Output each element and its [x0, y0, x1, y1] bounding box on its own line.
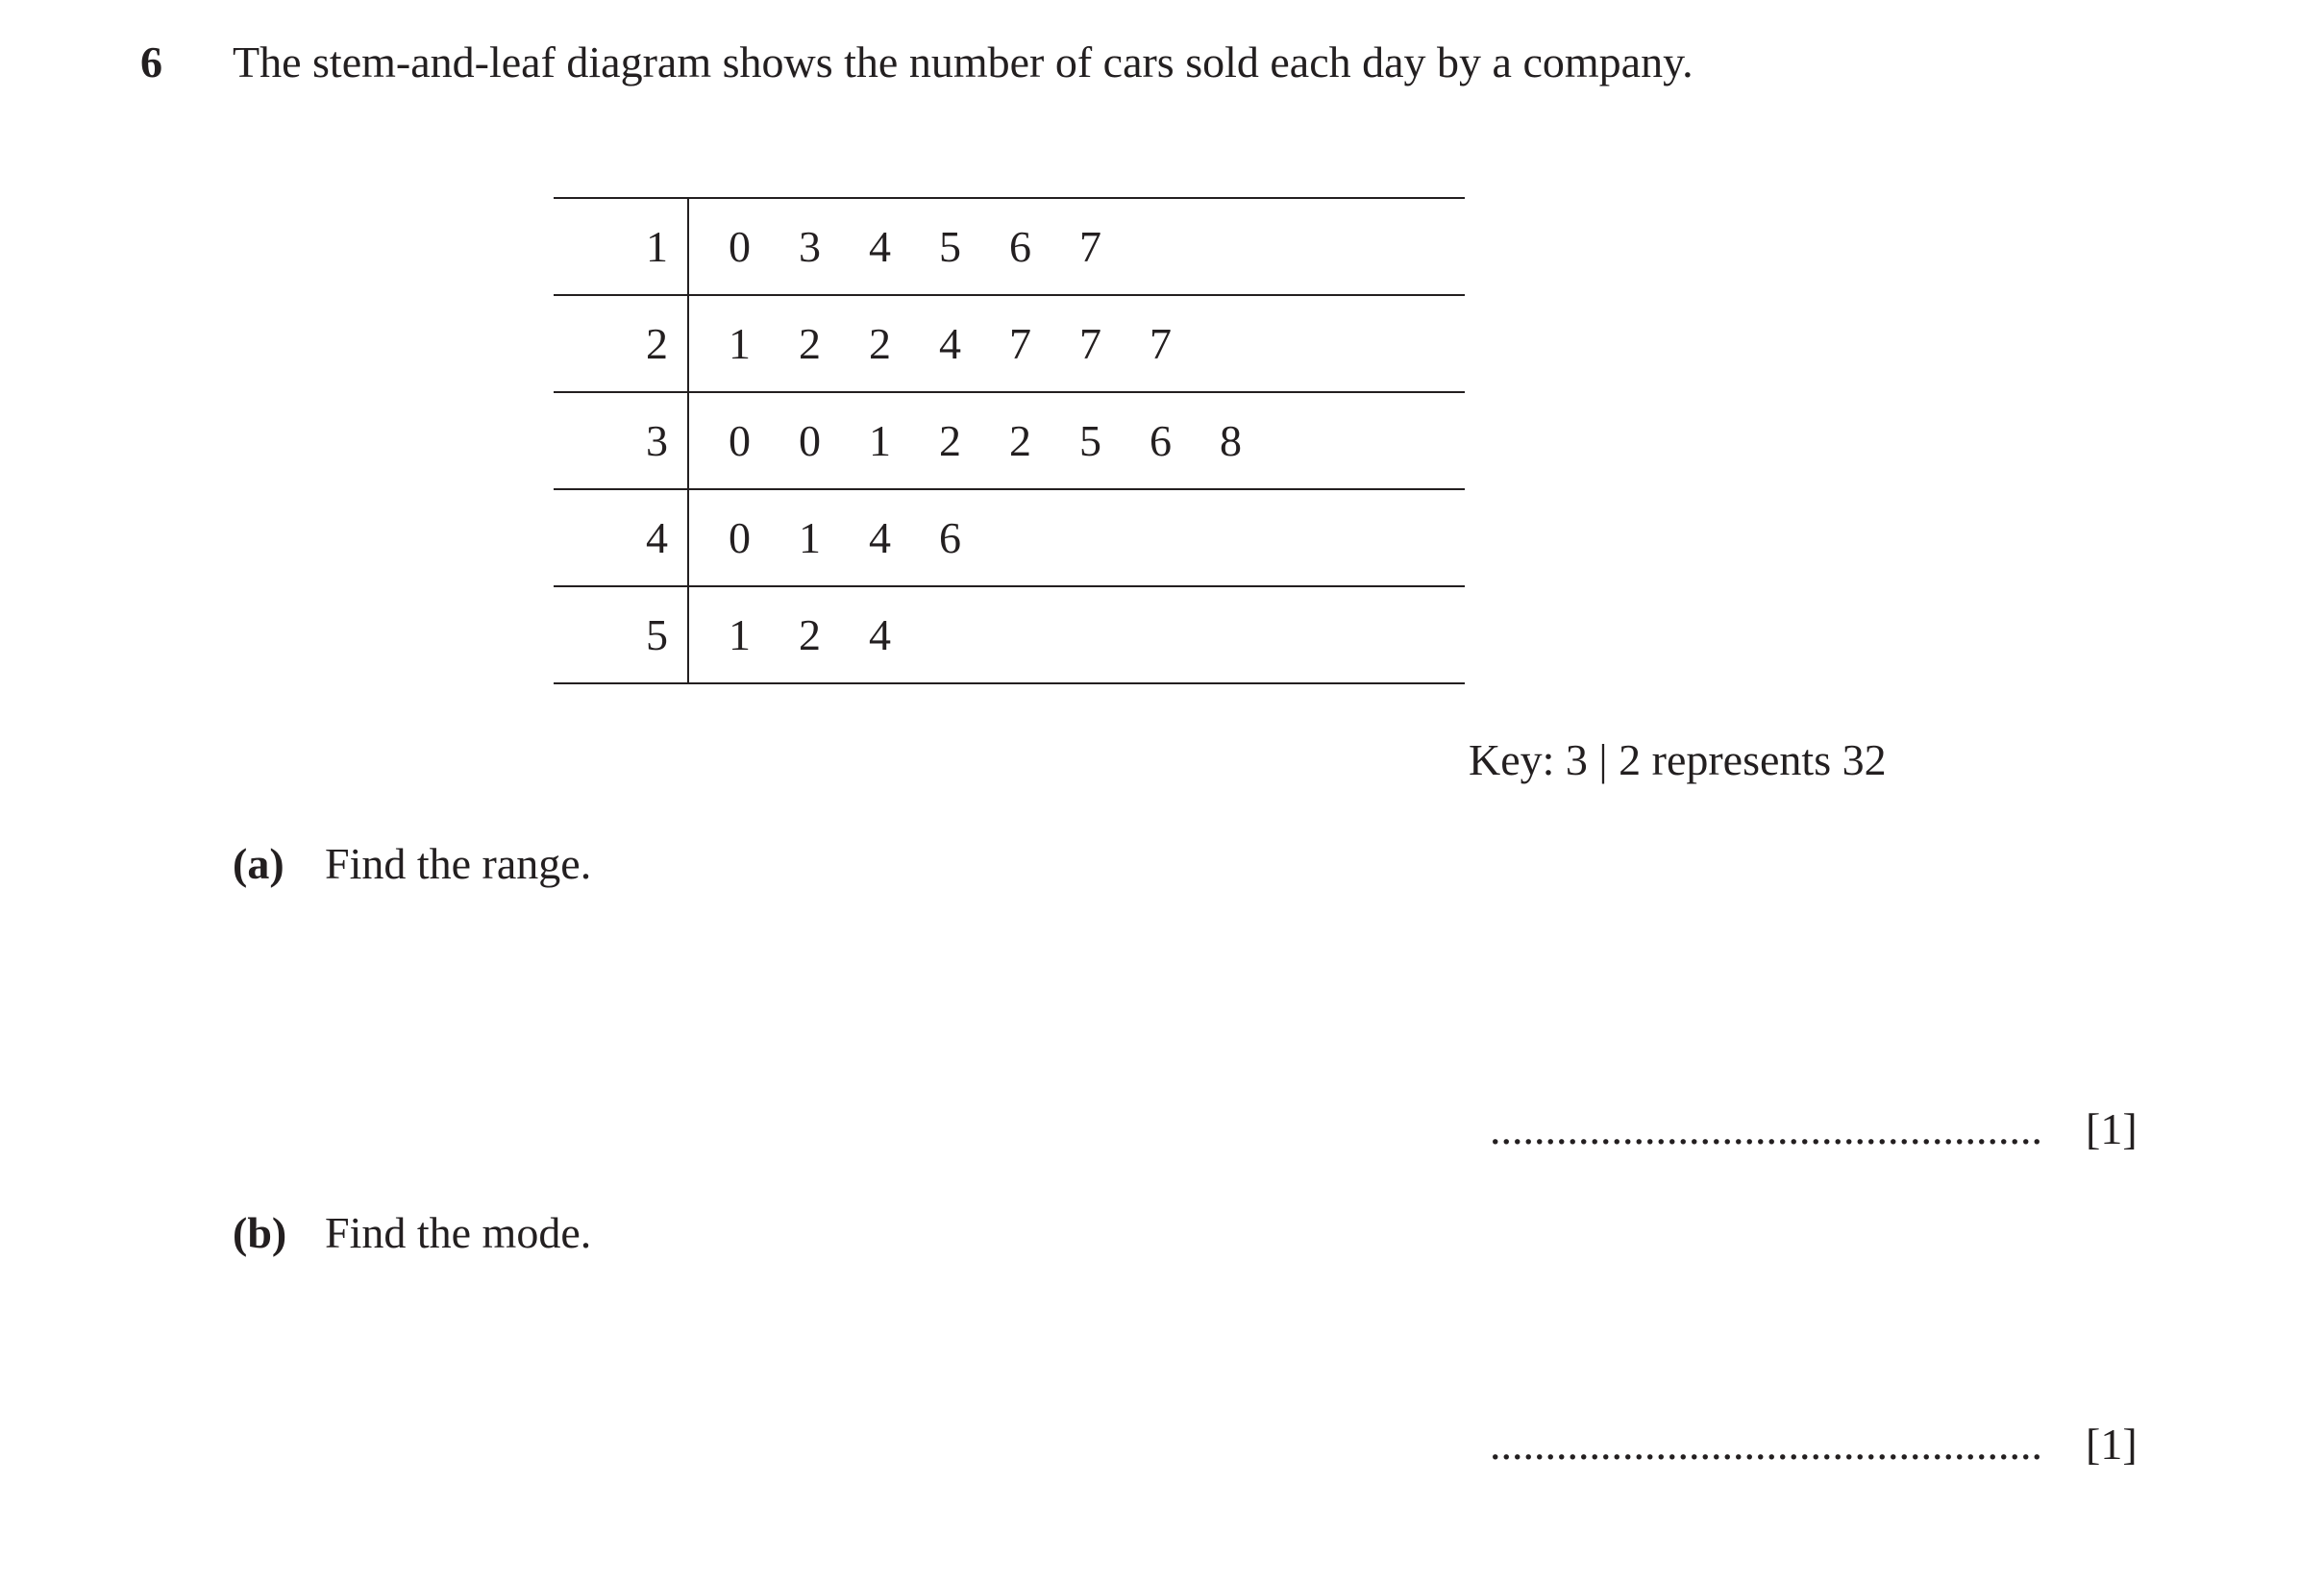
leaf-value: 6 — [1009, 222, 1031, 271]
part-b-marks: [1] — [2086, 1420, 2138, 1469]
stem-value: 4 — [554, 489, 688, 586]
stem-leaf-row — [554, 586, 1465, 683]
leaf-value: 3 — [799, 222, 821, 271]
leaf-value: 4 — [869, 222, 891, 271]
leaf-value: 4 — [869, 513, 891, 562]
leaves-cell — [688, 586, 1465, 683]
diagram-key: Key: 3 | 2 represents 32 — [1469, 735, 1887, 784]
leaf-value: 2 — [1009, 416, 1031, 465]
leaf-value: 1 — [729, 610, 751, 659]
leaf-value: 2 — [799, 610, 821, 659]
question-text: The stem-and-leaf diagram shows the number of cars sold each day by a company. — [233, 37, 1694, 87]
leaf-value: 1 — [799, 513, 821, 562]
stem-and-leaf-diagram — [554, 197, 1465, 684]
part-a — [233, 838, 591, 889]
leaf-value: 0 — [729, 416, 751, 465]
leaves-cell — [688, 392, 1465, 489]
stem-leaf-row — [554, 295, 1465, 392]
part-b — [233, 1207, 591, 1258]
leaf-value: 5 — [1079, 416, 1101, 465]
leaf-value: 4 — [939, 319, 961, 368]
leaf-value: 6 — [939, 513, 961, 562]
leaf-value: 6 — [1150, 416, 1172, 465]
part-b-label: (b) — [233, 1208, 287, 1257]
leaf-value: 2 — [939, 416, 961, 465]
leaf-value: 8 — [1220, 416, 1242, 465]
part-b-text: Find the mode. — [325, 1208, 592, 1257]
leaf-value: 4 — [869, 610, 891, 659]
leaf-value: 7 — [1009, 319, 1031, 368]
part-a-label: (a) — [233, 839, 284, 888]
leaves-cell — [688, 295, 1465, 392]
leaves-cell — [688, 489, 1465, 586]
leaf-value: 2 — [799, 319, 821, 368]
leaves-cell — [688, 198, 1465, 295]
leaf-value: 0 — [729, 222, 751, 271]
leaf-value: 2 — [869, 319, 891, 368]
stem-leaf-row — [554, 198, 1465, 295]
leaf-value: 7 — [1079, 222, 1101, 271]
stem-and-leaf-body — [554, 198, 1465, 683]
stem-value: 3 — [554, 392, 688, 489]
leaf-value: 0 — [729, 513, 751, 562]
part-a-marks: [1] — [2086, 1104, 2138, 1153]
question-number: 6 — [140, 37, 162, 87]
stem-value: 2 — [554, 295, 688, 392]
part-a-answer-line[interactable]: .................................................. — [1490, 1104, 2042, 1153]
leaf-value: 7 — [1150, 319, 1172, 368]
leaf-value: 0 — [799, 416, 821, 465]
part-b-answer-line[interactable]: .................................................. — [1490, 1420, 2042, 1469]
stem-leaf-row — [554, 392, 1465, 489]
leaf-value: 7 — [1079, 319, 1101, 368]
stem-value: 1 — [554, 198, 688, 295]
part-b-answer — [1490, 1419, 2138, 1470]
part-a-answer — [1490, 1103, 2138, 1154]
part-a-text: Find the range. — [325, 839, 592, 888]
leaf-value: 5 — [939, 222, 961, 271]
stem-value: 5 — [554, 586, 688, 683]
leaf-value: 1 — [729, 319, 751, 368]
stem-leaf-row — [554, 489, 1465, 586]
leaf-value: 1 — [869, 416, 891, 465]
